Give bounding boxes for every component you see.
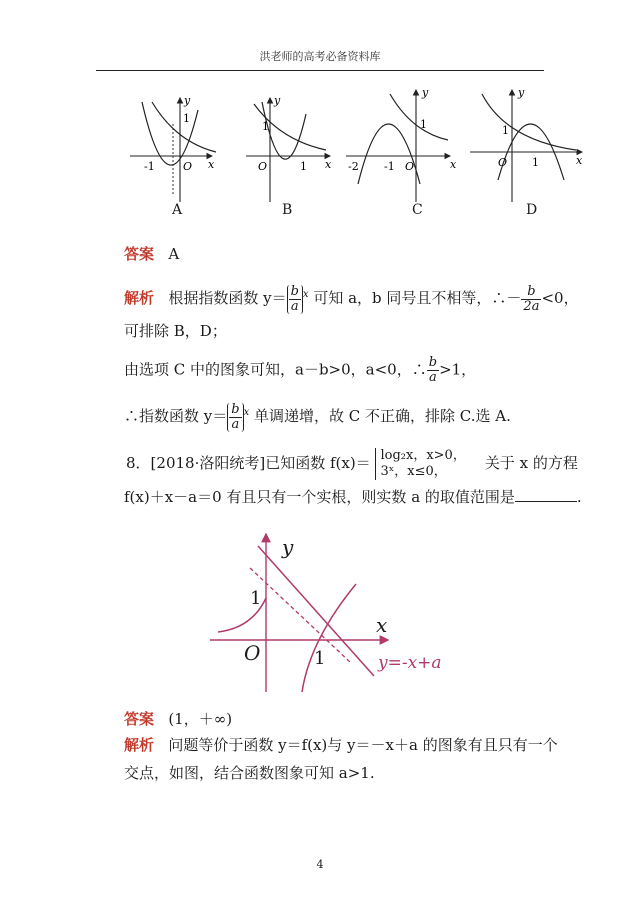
q7-exp: x [302, 289, 309, 300]
q7-analysis-text-3b: >1， [439, 360, 477, 379]
q7-analysis-line4 [124, 402, 511, 432]
choice-graphs [120, 84, 590, 224]
q8-stem-line1 [126, 448, 578, 480]
graph-d-origin: O [498, 156, 508, 169]
graph-c-tick-1: 1 [420, 118, 427, 131]
header-rule [96, 70, 544, 71]
graph-c-ylabel: y [422, 86, 429, 99]
graph-d-xlabel: x [576, 154, 583, 167]
q7-analysis-text-4b: 单调递增，故 C 不正确，排除 C.选 A. [254, 407, 511, 425]
choice-label-a: A [172, 202, 183, 218]
q7-analysis-label: 解析 [124, 289, 155, 307]
q8-analysis-line2: 交点，如图，结合函数图象可知 a>1. [124, 764, 375, 782]
q7-frac2-den: 2a [523, 298, 540, 314]
graph-c-tick-neg1: -1 [384, 160, 395, 173]
q7-analysis-text-3a: 由选项 C 中的图象可知，a－b>0，a<0，∴ [124, 360, 427, 379]
q8-stem-end: . [576, 488, 582, 506]
q7-fraction-3 [427, 356, 439, 385]
q8-figure [196, 520, 456, 700]
graph-c [346, 86, 457, 202]
graph-b-tick-1x: 1 [300, 160, 307, 173]
graph-b-tick-1y: 1 [262, 120, 269, 133]
graph-c-origin: O [405, 160, 415, 173]
q8-answer-blank [515, 487, 577, 502]
q7-frac4-num: b [231, 401, 240, 417]
q8-piecewise [375, 448, 465, 480]
graph-a-ylabel: y [184, 94, 191, 107]
q8-fig-origin: O [244, 641, 261, 665]
q7-analysis-line2: 可排除 B，D； [124, 322, 227, 340]
graph-b-ylabel: y [274, 94, 281, 107]
graph-a [130, 94, 216, 202]
graph-a-xlabel: x [208, 158, 215, 171]
q7-analysis-text-b: 可知 a，b 同号且不相等，∴－ [313, 289, 522, 307]
q8-number: 8． [126, 454, 151, 472]
q8-fig-one-y: 1 [250, 588, 262, 609]
graph-c-tick-neg2: -2 [348, 160, 359, 173]
choice-label-d: D [526, 202, 538, 218]
graph-c-xlabel: x [450, 158, 457, 171]
graph-b-origin: O [258, 160, 268, 173]
q7-analysis-line3 [124, 356, 476, 385]
q7-answer-label: 答案 [124, 245, 155, 263]
q7-frac-num: b [290, 283, 299, 299]
q7-frac4-den: a [231, 416, 240, 432]
q8-fig-one-x: 1 [314, 648, 326, 669]
q7-answer-line [124, 243, 179, 265]
graph-d-ylabel: y [518, 86, 525, 99]
q8-source: [2018·洛阳统考] [150, 454, 266, 472]
q7-analysis-text-4a: ∴指数函数 y＝ [124, 407, 228, 425]
q7-fraction-2 [521, 285, 541, 314]
q7-base-fraction-2 [227, 403, 243, 432]
q8-stem-a: 已知函数 f(x)＝ [265, 454, 371, 472]
q8-stem-b: 关于 x 的方程 [484, 454, 578, 472]
graph-d-tick-1x: 1 [532, 156, 539, 169]
q7-analysis-line1 [124, 284, 579, 314]
q7-frac3-num: b [428, 355, 438, 370]
graph-a-tick-neg1: -1 [144, 160, 155, 173]
choice-label-b: B [282, 202, 293, 218]
q8-answer-line [124, 708, 232, 730]
q8-fig-ylabel: y [282, 535, 294, 559]
q8-fig-line-label: y=-x+a [378, 653, 442, 673]
q8-answer: (1，＋∞) [168, 710, 233, 728]
q8-stem-c: f(x)＋x－a＝0 有且只有一个实根，则实数 a 的取值范围是 [124, 488, 515, 506]
graph-d-tick-1y: 1 [502, 124, 509, 137]
q8-analysis-label: 解析 [124, 736, 155, 754]
q8-stem-line2 [124, 486, 582, 508]
q8-analysis-text-1: 问题等价于函数 y＝f(x)与 y＝－x＋a 的图象有且只有一个 [168, 736, 558, 754]
page-header: 洪老师的高考必备资料库 [259, 50, 381, 63]
page-number: 4 [316, 858, 324, 871]
q8-answer-label: 答案 [124, 710, 155, 728]
q7-frac3-den: a [429, 370, 437, 385]
graph-b-xlabel: x [325, 158, 332, 171]
q7-analysis-text-c: <0， [541, 289, 579, 307]
q7-base-fraction [287, 285, 303, 314]
choice-label-c: C [412, 202, 423, 218]
q8-piece-2: 3ˣ，x≤0， [380, 464, 447, 479]
q8-analysis-line1 [124, 734, 558, 756]
q7-answer: A [168, 245, 180, 263]
q8-fig-xlabel: x [376, 613, 388, 637]
q7-exp-2: x [243, 407, 250, 418]
q7-frac-den: a [290, 298, 299, 314]
graph-d [470, 86, 583, 202]
q7-analysis-text-a: 根据指数函数 y＝ [168, 289, 287, 307]
q7-frac2-num: b [521, 285, 541, 300]
graph-b [246, 94, 332, 202]
graph-a-origin: O [183, 160, 193, 173]
graph-a-tick-1: 1 [183, 112, 190, 125]
q8-piece-1: log₂x，x>0， [380, 448, 466, 463]
